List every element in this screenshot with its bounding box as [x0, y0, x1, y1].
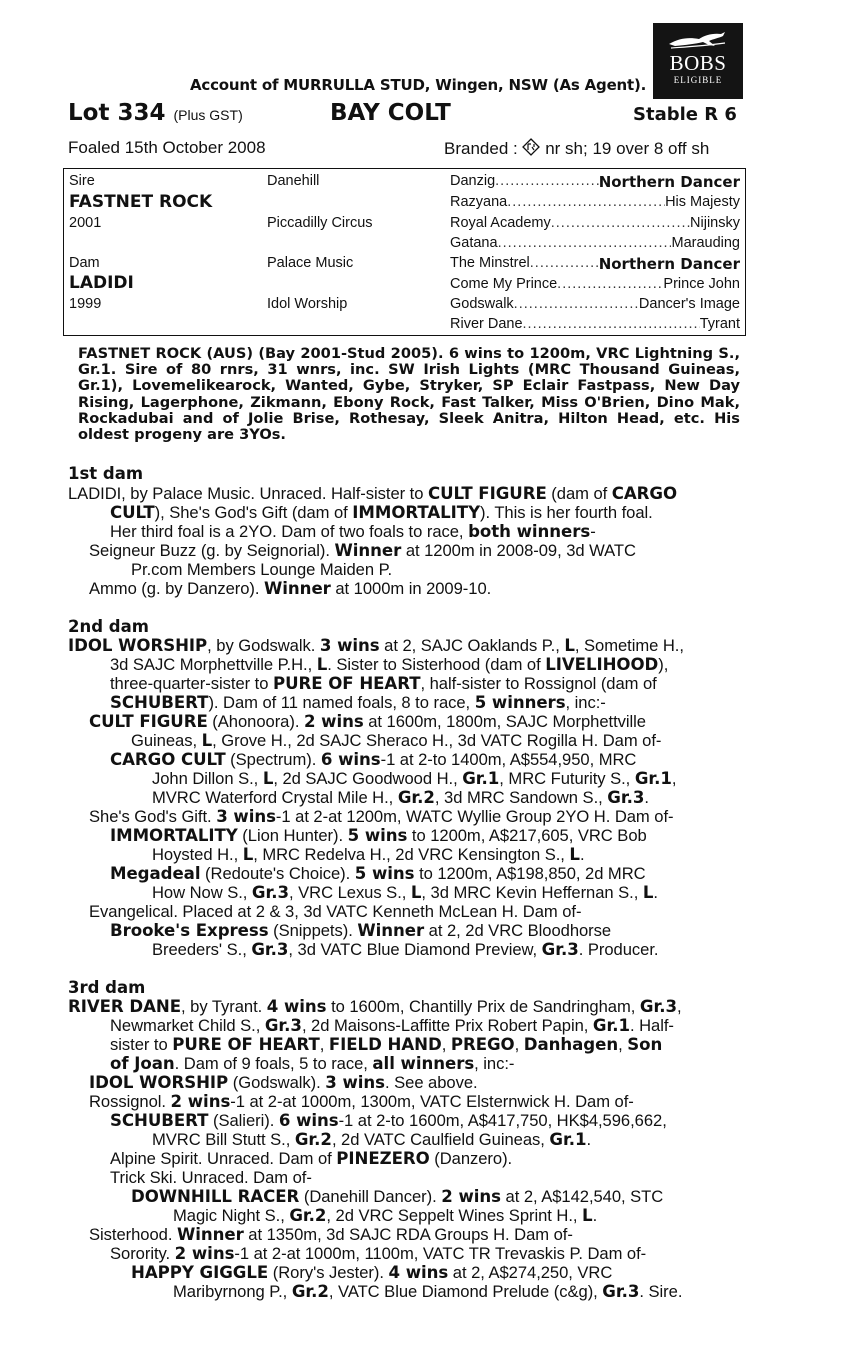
bold-text: 2 wins: [303, 712, 364, 731]
text: ,: [618, 1035, 628, 1054]
text: . See above.: [385, 1073, 478, 1092]
text: Newmarket Child S.,: [110, 1016, 265, 1035]
text: .: [586, 1130, 592, 1149]
bold-text: 6 wins: [278, 1111, 339, 1130]
text: 3d SAJC Morphettville P.H.,: [110, 655, 317, 674]
catalogue-line: [110, 1054, 514, 1074]
text: , Sometime H.,: [574, 636, 684, 655]
bold-text: Winner: [334, 541, 402, 560]
bold-text: Gr.3: [639, 997, 677, 1016]
catalogue-line: [89, 902, 581, 922]
catalogue-line: [110, 503, 653, 523]
bold-text: IDOL WORSHIP: [68, 636, 208, 655]
text: , by Godswalk.: [207, 636, 320, 655]
bold-text: Megadeal: [110, 864, 201, 883]
text: (Danzero).: [429, 1149, 513, 1168]
text: Rossignol.: [89, 1092, 171, 1111]
text: ,: [676, 997, 682, 1016]
text: .: [579, 845, 585, 864]
bold-text: SCHUBERT: [110, 1111, 209, 1130]
text: (Spectrum).: [225, 750, 321, 769]
pedigree-gen3-name: Royal Academy: [450, 215, 551, 231]
text: -1 at 2-at 1000m, 1100m, VATC TR Trevaskis P. Dam of-: [234, 1244, 647, 1263]
bold-text: CULT FIGURE: [89, 712, 208, 731]
sire-label: Sire: [69, 173, 95, 189]
bold-text: IMMORTALITY: [110, 826, 238, 845]
text: , 2d SAJC Goodwood H.,: [273, 769, 463, 788]
bold-text: Brooke's Express: [110, 921, 269, 940]
text: John Dillon S.,: [152, 769, 263, 788]
catalogue-line: [152, 940, 658, 960]
pedigree-gen3-row: [450, 215, 740, 231]
text: ). Dam of 11 named foals, 8 to race,: [208, 693, 475, 712]
text: Evangelical. Placed at 2 & 3, 3d VATC Kenneth McLean H. Dam of-: [89, 902, 582, 921]
bold-text: HAPPY GIGGLE: [131, 1263, 269, 1282]
catalogue-line: [110, 1149, 512, 1169]
text: (Danehill Dancer).: [299, 1187, 442, 1206]
text: How Now S.,: [152, 883, 252, 902]
pedigree-dam-sire: Palace Music: [267, 255, 354, 271]
catalogue-line: [110, 655, 668, 675]
bold-text: Gr.1: [592, 1016, 630, 1035]
lot-number: [68, 100, 243, 126]
text: at 2, 2d VRC Bloodhorse: [424, 921, 612, 940]
pedigree-gen3-row: [450, 173, 740, 191]
text: ),: [658, 655, 669, 674]
pedigree-gen4-name: Northern Dancer: [598, 173, 740, 191]
pedigree-gen3-name: Godswalk: [450, 296, 514, 312]
text: , 2d VATC Caulfield Guineas,: [331, 1130, 550, 1149]
pedigree-gen4-name: Marauding: [671, 235, 740, 251]
bold-text: 6 wins: [320, 750, 381, 769]
text: , half-sister to Rossignol (dam of: [420, 674, 657, 693]
catalogue-line: [89, 541, 636, 561]
logo-text: BOBS: [669, 51, 727, 75]
text: Sorority.: [110, 1244, 175, 1263]
horse-icon: [653, 29, 743, 51]
catalogue-line: [152, 1130, 591, 1150]
text: , 2d Maisons-Laffitte Prix Robert Papin,: [301, 1016, 593, 1035]
bold-text: CULT: [110, 503, 155, 522]
catalogue-line: [131, 560, 392, 580]
catalogue-line: [131, 731, 661, 751]
pedigree-granddam-sire-side: Piccadilly Circus: [267, 215, 373, 231]
bold-text: SCHUBERT: [110, 693, 209, 712]
catalogue-line: [68, 997, 682, 1017]
text: ). This is her fourth foal.: [480, 503, 653, 522]
sire-summary: FASTNET ROCK (AUS) (Bay 2001-Stud 2005). 6 wins to 1200m, VRC Lightning S., Gr.1. Sire of 80 rnrs, 31 wnrs, inc. SW Irish Lights (MRC Thousand Guineas, Gr.1), Lovemelikearock, Wanted, Gybe, Stryker, SP Eclair Fastpass, New Day Rising, Lagerphone, Zikmann, Ebony Rock, Fast Talker, Miss O'Brien, Dino Mak, Rockadubai and of Jolie Brise, Rothesay, Sleek Anitra, Hilton Head, etc. His oldest progeny are 3YOs.: [78, 345, 740, 444]
bold-text: 5 winners: [474, 693, 566, 712]
bold-text: 5 wins: [347, 826, 408, 845]
dot-leader: [498, 235, 672, 251]
section-heading-2nd-dam: 2nd dam: [68, 617, 149, 636]
pedigree-gen3-name: Danzig: [450, 173, 496, 189]
pedigree-gen4-name: Dancer's Image: [638, 296, 740, 312]
pedigree-gen3-name: Razyana: [450, 194, 508, 210]
text: Breeders' S.,: [152, 940, 252, 959]
text: Hoysted H.,: [152, 845, 243, 864]
lot-label: Lot 334: [68, 100, 166, 126]
text: , 3d MRC Sandown S.,: [434, 788, 608, 807]
catalogue-line: [131, 1187, 663, 1207]
stable-location: Stable R 6: [633, 104, 737, 125]
foaled-date: Foaled 15th October 2008: [68, 138, 266, 157]
dot-leader: [523, 316, 700, 332]
bold-text: 3 wins: [319, 636, 380, 655]
text: Sisterhood.: [89, 1225, 177, 1244]
bold-text: Son: [627, 1035, 663, 1054]
text: -: [590, 522, 596, 541]
text: at 1200m in 2008-09, 3d WATC: [401, 541, 636, 560]
section-heading-3rd-dam: 3rd dam: [68, 978, 146, 997]
bold-text: L: [410, 883, 422, 902]
text: ,: [441, 1035, 451, 1054]
pedigree-gen3-row: [450, 316, 740, 332]
branded-label: Branded :: [444, 139, 518, 158]
text: . Sire.: [639, 1282, 683, 1301]
text: .: [644, 788, 649, 807]
text: , 2d VRC Seppelt Wines Sprint H.,: [326, 1206, 583, 1225]
text: at 1350m, 3d SAJC RDA Groups H. Dam of-: [243, 1225, 573, 1244]
text: MVRC Waterford Crystal Mile H.,: [152, 788, 398, 807]
plus-gst-note: (Plus GST): [173, 107, 243, 123]
pedigree-gen3-row: [450, 255, 740, 273]
catalogue-line: [89, 807, 673, 827]
bold-text: PURE OF HEART: [172, 1035, 320, 1054]
section-heading-1st-dam: 1st dam: [68, 464, 144, 483]
catalogue-line: [110, 522, 596, 542]
bold-text: 5 wins: [354, 864, 415, 883]
text: -1 at 2-to 1600m, A$417,750, HK$4,596,662,: [338, 1111, 667, 1130]
text: , Grove H., 2d SAJC Sheraco H., 3d VATC Rogilla H. Dam of-: [212, 731, 662, 750]
bold-text: Gr.1: [634, 769, 672, 788]
pedigree-gen3-name: Come My Prince: [450, 276, 558, 292]
bold-text: Gr.2: [291, 1282, 329, 1301]
pedigree-grandsire: Danehill: [267, 173, 320, 189]
bold-text: FIELD HAND: [328, 1035, 442, 1054]
catalogue-line: [152, 788, 649, 808]
text: at 2, SAJC Oaklands P.,: [379, 636, 565, 655]
bold-text: 2 wins: [174, 1244, 235, 1263]
pedigree-gen3-row: [450, 235, 740, 251]
text: , by Tyrant.: [181, 997, 267, 1016]
text: (Godswalk).: [228, 1073, 326, 1092]
catalogue-line: [89, 712, 646, 732]
text: Maribyrnong P.,: [173, 1282, 292, 1301]
text: (Snippets).: [268, 921, 358, 940]
catalogue-line: [110, 750, 636, 770]
bold-text: 3 wins: [216, 807, 276, 826]
pedigree-gen4-name: His Majesty: [665, 194, 740, 210]
bold-text: Gr.3: [264, 1016, 302, 1035]
text: ,: [319, 1035, 329, 1054]
text: . Sister to Sisterhood (dam of: [327, 655, 546, 674]
text: LADIDI, by Palace Music. Unraced. Half-sister to: [68, 484, 428, 503]
catalogue-line: [110, 674, 657, 694]
dot-leader: [551, 215, 690, 231]
pedigree-table: [63, 168, 746, 336]
pedigree-gen3-row: [450, 276, 740, 292]
dam-label: Dam: [69, 255, 100, 271]
bold-text: Gr.1: [549, 1130, 587, 1149]
bold-text: Gr.3: [251, 940, 289, 959]
bold-text: 4 wins: [388, 1263, 449, 1282]
catalogue-line: [152, 883, 658, 903]
bold-text: of Joan: [110, 1054, 175, 1073]
text: at 2, A$142,540, STC: [500, 1187, 664, 1206]
text: (Salieri).: [208, 1111, 279, 1130]
text: ), She's God's Gift (dam of: [154, 503, 353, 522]
bold-text: Winner: [357, 921, 425, 940]
pedigree-gen4-name: Northern Dancer: [598, 255, 740, 273]
brand-mark-icon: [522, 138, 540, 156]
dot-leader: [557, 276, 663, 292]
text: to 1200m, A$217,605, VRC Bob: [407, 826, 647, 845]
pedigree-gen3-row: [450, 194, 740, 210]
bold-text: 2 wins: [170, 1092, 231, 1111]
text: , MRC Futurity S.,: [499, 769, 635, 788]
catalogue-line: [110, 864, 646, 884]
text: sister to: [110, 1035, 173, 1054]
text: . Producer.: [578, 940, 659, 959]
dot-leader: [507, 194, 665, 210]
catalogue-line: [110, 1035, 662, 1055]
text: at 2, A$274,250, VRC: [448, 1263, 613, 1282]
catalogue-line: [89, 1225, 573, 1245]
bold-text: CARGO: [611, 484, 678, 503]
bold-text: Winner: [264, 579, 331, 598]
text: She's God's Gift.: [89, 807, 217, 826]
catalogue-line: [110, 921, 611, 941]
text: (Ahonoora).: [207, 712, 304, 731]
bold-text: 3 wins: [325, 1073, 385, 1092]
brand-info: [444, 138, 709, 159]
text: MVRC Bill Stutt S.,: [152, 1130, 295, 1149]
bold-text: L: [262, 769, 274, 788]
pedigree-gen3-name: The Minstrel: [450, 255, 530, 271]
bold-text: CULT FIGURE: [427, 484, 547, 503]
catalogue-line: [89, 1092, 634, 1112]
catalogue-line: [68, 484, 677, 504]
text: Ammo (g. by Danzero).: [89, 579, 265, 598]
logo-subtext: ELIGIBLE: [673, 75, 723, 85]
text: at 1000m in 2009-10.: [330, 579, 492, 598]
bold-text: RIVER DANE: [68, 997, 182, 1016]
catalogue-line: [68, 636, 684, 656]
pedigree-gen4-name: Nijinsky: [690, 215, 740, 231]
text: (Rory's Jester).: [268, 1263, 389, 1282]
text: to 1200m, A$198,850, 2d MRC: [414, 864, 646, 883]
bold-text: 4 wins: [266, 997, 327, 1016]
text: at 1600m, 1800m, SAJC Morphettville: [363, 712, 646, 731]
dam-year: 1999: [69, 296, 102, 312]
catalogue-line: [89, 579, 491, 599]
bold-text: L: [242, 845, 254, 864]
bold-text: L: [564, 636, 575, 655]
bold-text: PINEZERO: [336, 1149, 430, 1168]
text: -1 at 2-to 1400m, A$554,950, MRC: [380, 750, 637, 769]
catalogue-line: [131, 1263, 612, 1283]
text: Her third foal is a 2YO. Dam of two foals to race,: [110, 522, 469, 541]
catalogue-line: [173, 1206, 597, 1226]
text: , inc:-: [565, 693, 606, 712]
bold-text: DOWNHILL RACER: [131, 1187, 300, 1206]
dot-leader: [514, 296, 639, 312]
text: .: [653, 883, 658, 902]
sire-year: 2001: [69, 215, 102, 231]
text: ,: [514, 1035, 524, 1054]
pedigree-gen4-name: Tyrant: [699, 316, 740, 332]
bold-text: LIVELIHOOD: [545, 655, 659, 674]
catalogue-line: [152, 845, 585, 865]
text: Pr.com Members Lounge Maiden P.: [131, 560, 393, 579]
bold-text: Gr.2: [289, 1206, 327, 1225]
bold-text: L: [316, 655, 328, 674]
text: . Half-: [629, 1016, 674, 1035]
catalogue-line: [89, 1073, 478, 1093]
catalogue-line: [110, 1111, 667, 1131]
bold-text: Gr.1: [462, 769, 500, 788]
bold-text: PREGO: [450, 1035, 515, 1054]
catalogue-line: [110, 826, 647, 846]
bold-text: L: [642, 883, 654, 902]
catalogue-line: [152, 769, 676, 789]
text: (Lion Hunter).: [237, 826, 348, 845]
text: .: [592, 1206, 598, 1225]
text: Alpine Spirit. Unraced. Dam of: [110, 1149, 337, 1168]
catalogue-line: [110, 1244, 646, 1264]
pedigree-gen3-name: River Dane: [450, 316, 523, 332]
bold-text: Winner: [176, 1225, 244, 1244]
bold-text: all winners: [372, 1054, 475, 1073]
text: Trick Ski. Unraced. Dam of-: [110, 1168, 312, 1187]
bold-text: Gr.3: [251, 883, 290, 902]
bold-text: 2 wins: [441, 1187, 501, 1206]
bold-text: Gr.2: [397, 788, 435, 807]
text: -1 at 2-at 1000m, 1300m, VATC Elsternwick H. Dam of-: [230, 1092, 634, 1111]
catalogue-line: [110, 1168, 312, 1188]
bold-text: Gr.3: [607, 788, 645, 807]
text: ,: [671, 769, 677, 788]
bold-text: Gr.3: [541, 940, 579, 959]
bold-text: IDOL WORSHIP: [89, 1073, 229, 1092]
dot-leader: [530, 255, 599, 273]
bold-text: PURE OF HEART: [272, 674, 421, 693]
dot-leader: [495, 173, 599, 191]
brand-description: nr sh; 19 over 8 off sh: [545, 139, 710, 158]
pedigree-gen3-row: [450, 296, 740, 312]
sire-name: FASTNET ROCK: [69, 192, 213, 212]
bobs-eligible-logo: [653, 23, 743, 99]
bold-text: L: [569, 845, 580, 864]
pedigree-granddam-dam-side: Idol Worship: [267, 296, 348, 312]
text: , 3d MRC Kevin Heffernan S.,: [421, 883, 643, 902]
catalogue-line: [173, 1282, 682, 1302]
catalogue-line: [110, 693, 606, 713]
bold-text: IMMORTALITY: [352, 503, 481, 522]
text: Seigneur Buzz (g. by Seignorial).: [89, 541, 335, 560]
text: , inc:-: [474, 1054, 515, 1073]
text: . Dam of 9 foals, 5 to race,: [174, 1054, 373, 1073]
bold-text: L: [582, 1206, 593, 1225]
text: -1 at 2-at 1200m, WATC Wyllie Group 2YO H. Dam of-: [275, 807, 674, 826]
text: , VATC Blue Diamond Prelude (c&g),: [328, 1282, 603, 1301]
dam-name: LADIDI: [69, 273, 134, 293]
bold-text: CARGO CULT: [110, 750, 226, 769]
text: Magic Night S.,: [173, 1206, 290, 1225]
pedigree-gen3-name: Gatana: [450, 235, 498, 251]
text: Guineas,: [131, 731, 202, 750]
text: (dam of: [546, 484, 612, 503]
bold-text: Danhagen: [523, 1035, 619, 1054]
horse-description: BAY COLT: [330, 100, 451, 126]
text: , MRC Redelva H., 2d VRC Kensington S.,: [253, 845, 570, 864]
catalogue-line: [110, 1016, 674, 1036]
text: , VRC Lexus S.,: [289, 883, 411, 902]
bold-text: both winners: [468, 522, 591, 541]
vendor-account: Account of MURRULLA STUD, Wingen, NSW (As Agent).: [190, 76, 647, 94]
bold-text: L: [201, 731, 213, 750]
bold-text: Gr.3: [602, 1282, 640, 1301]
text: , 3d VATC Blue Diamond Preview,: [288, 940, 542, 959]
text: three-quarter-sister to: [110, 674, 273, 693]
text: (Redoute's Choice).: [200, 864, 355, 883]
bold-text: Gr.2: [294, 1130, 332, 1149]
pedigree-gen4-name: Prince John: [663, 276, 740, 292]
text: to 1600m, Chantilly Prix de Sandringham,: [326, 997, 640, 1016]
